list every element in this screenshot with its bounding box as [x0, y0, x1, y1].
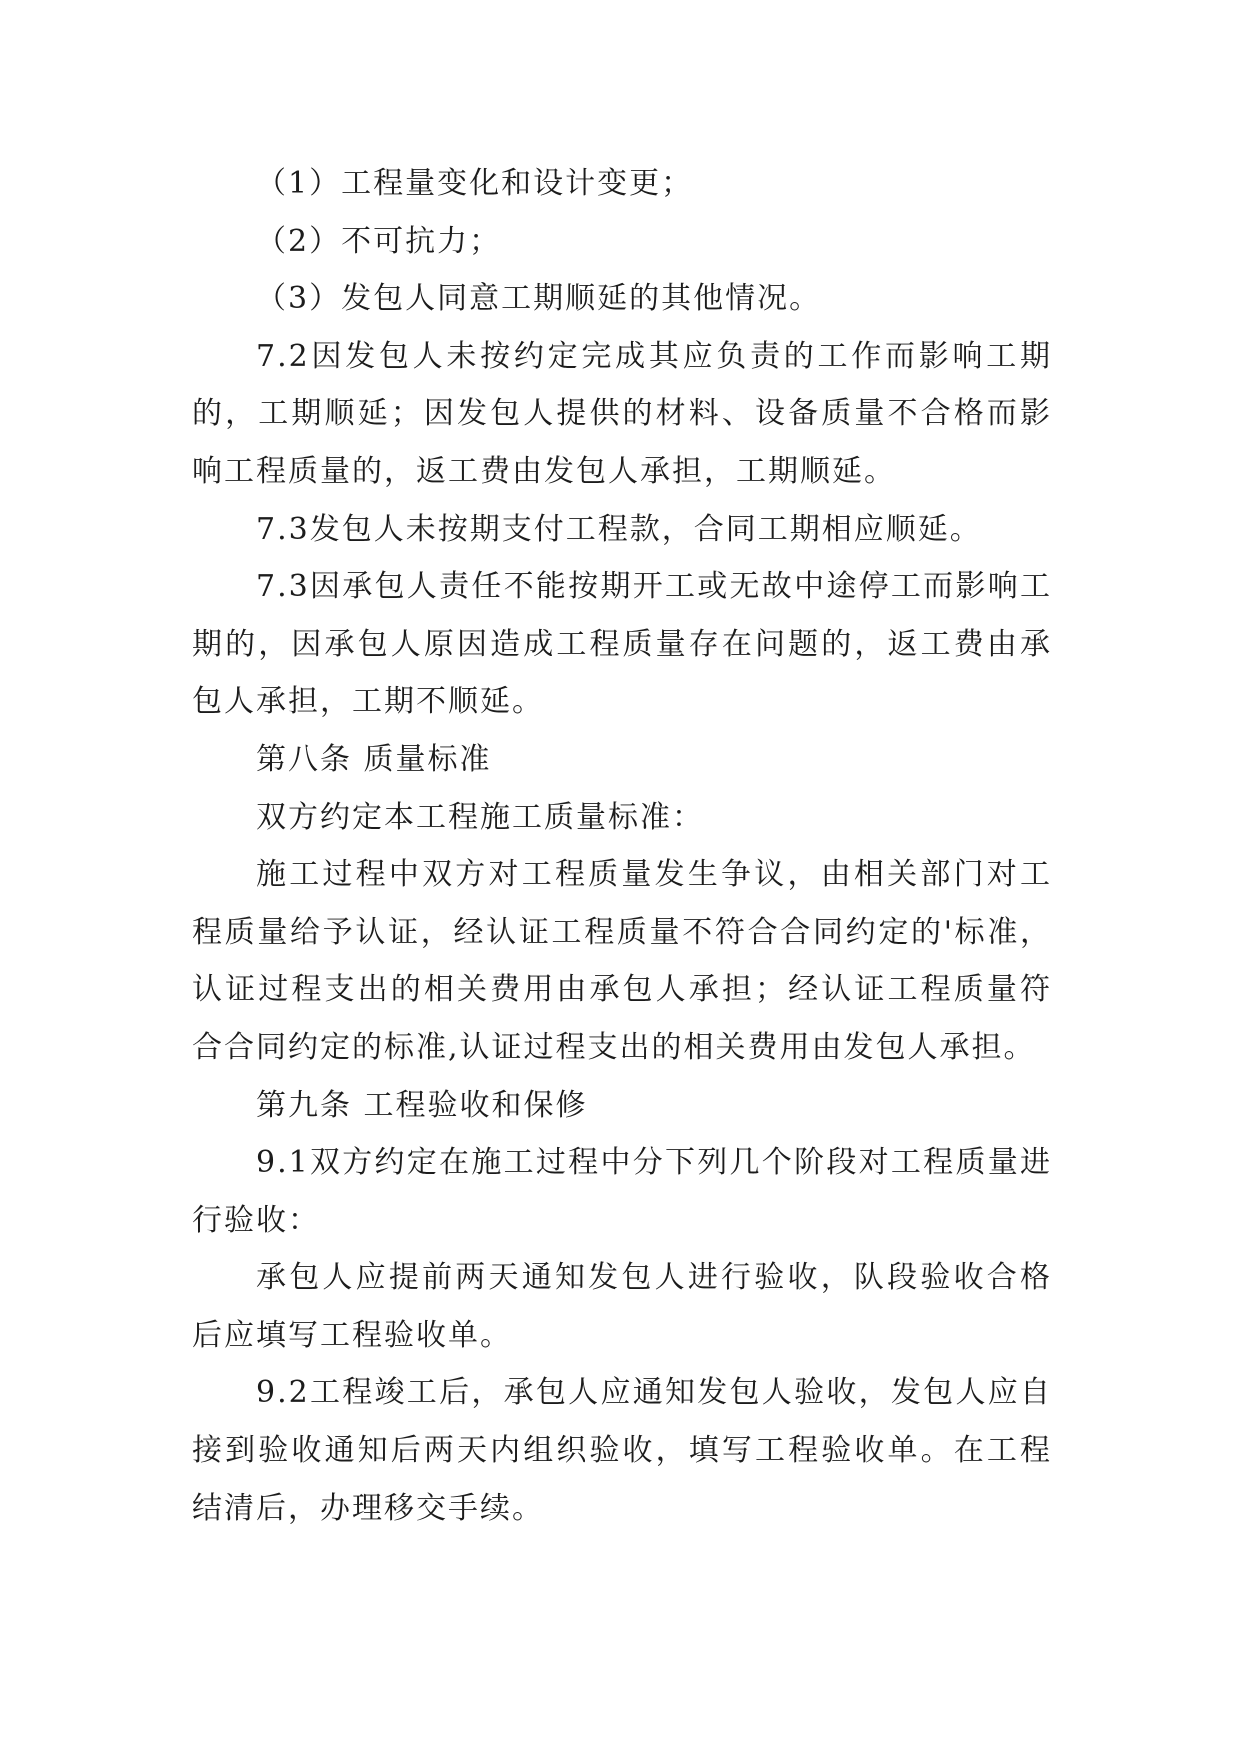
paragraph-delay-reason-2: （2）不可抗力； — [256, 223, 502, 259]
paragraph-clause-7-3-b: 7.3因承包人责任不能按期开工或无故中途停工而影响工期的，因承包人原因造成工程质量存在问题的，返工费由承包人承担，工期不顺延。 — [192, 569, 1052, 720]
paragraph-delay-reason-3: （3）发包人同意工期顺延的其他情况。 — [256, 281, 822, 317]
heading-article-9: 第九条 工程验收和保修 — [256, 1087, 588, 1123]
paragraph-clause-9-2: 9.2工程竣工后，承包人应通知发包人验收，发包人应自接到验收通知后两天内组织验收，填写工程验收单。在工程结清后，办理移交手续。 — [192, 1375, 1052, 1526]
paragraph-quality-dispute: 施工过程中双方对工程质量发生争议，由相关部门对工程质量给予认证，经认证工程质量不符合合同约定的'标准，认证过程支出的相关费用由承包人承担；经认证工程质量符合合同约定的标准,认证过程支出的相关费用由发包人承担。 — [192, 857, 1052, 1065]
paragraph-clause-7-3-a: 7.3发包人未按期支付工程款，合同工期相应顺延。 — [256, 511, 982, 547]
paragraph-delay-reason-1: （1）工程量变化和设计变更； — [256, 166, 694, 201]
paragraph-clause-9-1: 9.1双方约定在施工过程中分下列几个阶段对工程质量进行验收： — [192, 1145, 1052, 1238]
paragraph-stage-acceptance: 承包人应提前两天通知发包人进行验收，队段验收合格后应填写工程验收单。 — [192, 1260, 1052, 1353]
document-page — [192, 155, 1052, 1537]
paragraph-clause-7-2: 7.2因发包人未按约定完成其应负责的工作而影响工期的，工期顺延；因发包人提供的材料、设备质量不合格而影响工程质量的，返工费由发包人承担，工期顺延。 — [192, 338, 1052, 489]
heading-article-8: 第八条 质量标准 — [256, 741, 492, 777]
paragraph-quality-standard: 双方约定本工程施工质量标准： — [256, 799, 704, 835]
